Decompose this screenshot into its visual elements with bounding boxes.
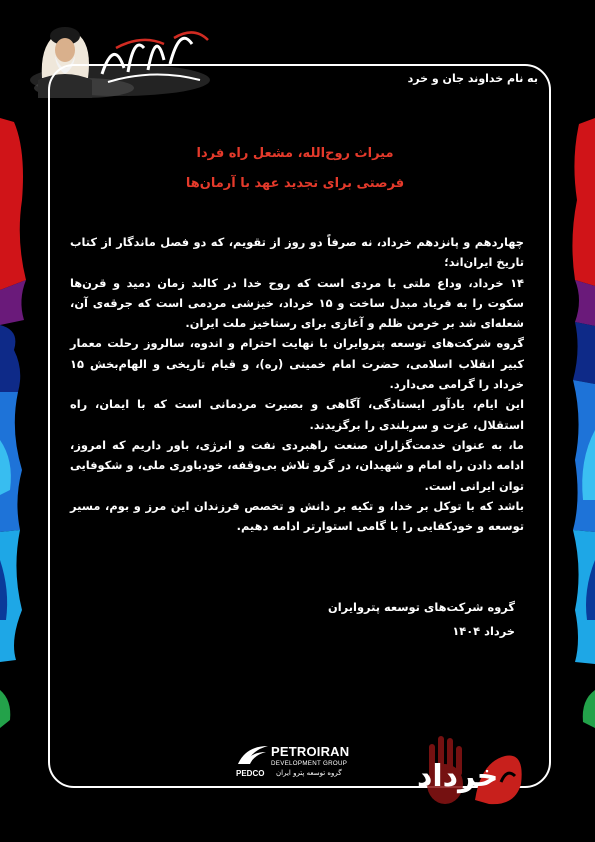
logo-pedco: PEDCO (236, 769, 265, 778)
title-line-1: میراث روح‌الله، مشعل راه فردا (196, 146, 394, 161)
paragraph: ما، به عنوان خدمت‌گزاران صنعت راهبردی نفت و انرژی، باور داریم که امروز، ادامه دادن راه امام و شهیدان، در گرو تلاش بی‌وقفه، خودباوری ملی، و شکوفایی توان ایرانی است. (70, 437, 524, 493)
petroiran-emblem-icon (236, 742, 270, 768)
paragraph: ۱۴ خرداد، وداع ملتی با مردی است که روح خدا در کالبد زمان دمید و قرن‌ها سکوت را به فریاد مبدل ساخت و ۱۵ خرداد، خیزشی مردمی است که جرقه‌ی آن، شعله‌ای شد بر خرمن ظلم و آغازی برای رستاخیز ملت ایران. (70, 275, 524, 331)
title-line-2: فرصتی برای تجدید عهد با آرمان‌ها (185, 176, 405, 191)
logo-subtitle: DEVELOPMENT GROUP (271, 760, 348, 767)
paragraph: چهاردهم و پانزدهم خرداد، نه صرفاً دو روز از تقویم، که دو فصل ماندگار از کتاب تاریخ ایران‌اند؛ (70, 235, 524, 270)
logo-persian: گروه توسعه پترو ایران (276, 769, 342, 777)
right-decorative-strip (569, 0, 595, 842)
message-body (70, 232, 524, 536)
paragraph: این ایام، یادآور ایستادگی، آگاهی و بصیرت مردمانی است که با ایمان، راه استقلال، عزت و سربلندی را برگزیدند. (70, 397, 524, 432)
khordad-15-artwork (405, 722, 555, 822)
khordad-word: خرداد (417, 759, 499, 794)
petroiran-logo (236, 742, 368, 782)
paragraph: باشد که با توکل بر خدا، و تکیه بر دانش و تخصص فرزندان این مرز و بوم، مسیر توسعه و خودکفایی را با گامی استوارتر ادامه دهیم. (70, 498, 524, 534)
signature-org: گروه شرکت‌های توسعه پتروایران (328, 600, 515, 614)
bismillah-text: به نام خداوند جان و خرد (407, 72, 538, 85)
logo-name: PETROIRAN (271, 744, 350, 759)
paragraph: گروه شرکت‌های توسعه پتروایران با نهایت احترام و اندوه، سالروز رحلت معمار کبیر انقلاب اسلامی، حضرت امام خمینی (ره)، و قیام تاریخی و الهام‌بخش ۱۵ خرداد را گرامی می‌دارد. (70, 336, 524, 392)
left-decorative-strip (0, 0, 30, 842)
signature-date: خرداد ۱۴۰۴ (452, 624, 515, 638)
